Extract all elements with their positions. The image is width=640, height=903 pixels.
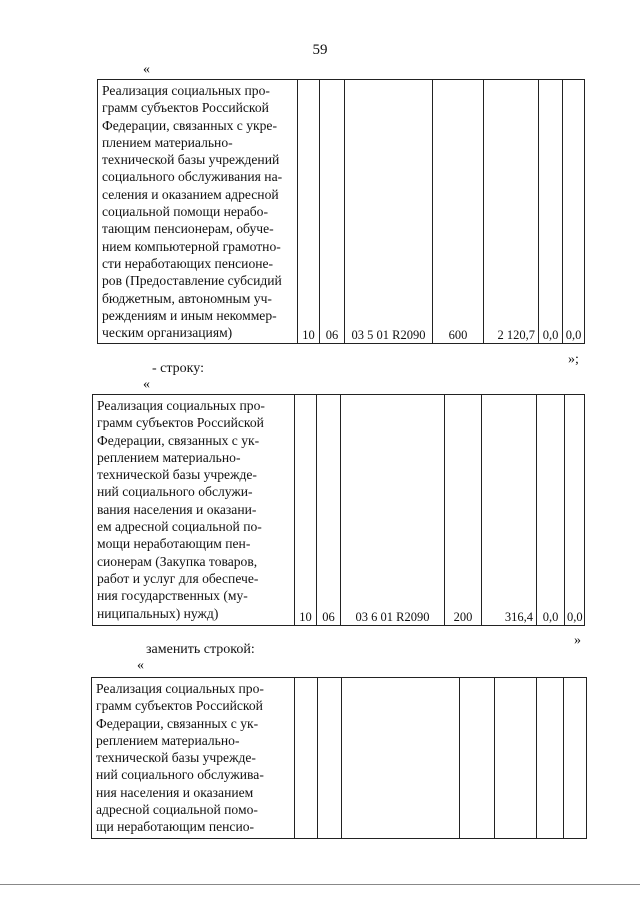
description-line: грамм субъектов Российской bbox=[102, 100, 269, 116]
description-line: Реализация социальных про- bbox=[102, 83, 270, 98]
description-line: селения и оказанием адресной bbox=[102, 186, 279, 202]
description-line: реплением материально- bbox=[97, 449, 241, 465]
expense-type-code bbox=[460, 678, 495, 839]
expense-type-code: 200 bbox=[445, 395, 482, 626]
description-line: грамм субъектов Российской bbox=[97, 415, 264, 431]
close-quote-1: »; bbox=[568, 352, 579, 367]
description-line: ний социального обслужи- bbox=[97, 484, 253, 500]
target-code: 03 5 01 R2090 bbox=[345, 80, 433, 344]
description-line: Реализация социальных про- bbox=[97, 398, 265, 413]
value-cell-2: 0,0 bbox=[565, 395, 585, 626]
description-line: ния государственных (му- bbox=[97, 588, 248, 604]
budget-table-1 bbox=[97, 79, 585, 344]
table-row bbox=[98, 80, 585, 344]
description-line: мощи неработающим пен- bbox=[97, 536, 251, 552]
open-quote-2: « bbox=[143, 377, 150, 392]
table-row bbox=[92, 678, 587, 839]
open-quote-1: « bbox=[143, 62, 150, 77]
value-cell-1 bbox=[537, 678, 564, 839]
value-cell-1: 0,0 bbox=[537, 395, 565, 626]
description-line: нием компьютерной грамотно- bbox=[102, 238, 281, 254]
section-code: 10 bbox=[298, 80, 320, 344]
target-code: 03 6 01 R2090 bbox=[341, 395, 445, 626]
amount-cell: 2 120,7 bbox=[484, 80, 539, 344]
row-description bbox=[98, 80, 298, 344]
budget-table-3 bbox=[91, 677, 587, 839]
description-line: ниципальных) нужд) bbox=[97, 605, 219, 621]
description-line: Федерации, связанных с ук- bbox=[96, 715, 259, 731]
description-line: сти неработающих пенсионе- bbox=[102, 255, 274, 271]
description-line: вания населения и оказани- bbox=[97, 501, 257, 517]
description-line: ем адресной социальной по- bbox=[97, 519, 262, 535]
open-quote-3: « bbox=[137, 658, 144, 673]
row-description bbox=[92, 678, 295, 839]
description-line: ров (Предоставление субсидий bbox=[102, 273, 282, 289]
description-line: сионерам (Закупка товаров, bbox=[97, 553, 258, 569]
expense-type-code: 600 bbox=[433, 80, 484, 344]
description-line: социального обслуживания на- bbox=[102, 169, 283, 185]
description-line: щи неработающим пенсио- bbox=[96, 819, 255, 835]
description-line: ний социального обслужива- bbox=[96, 767, 264, 783]
description-line: Федерации, связанных с ук- bbox=[97, 432, 260, 448]
bottom-rule bbox=[0, 884, 640, 885]
row-description bbox=[93, 395, 295, 626]
value-cell-1: 0,0 bbox=[539, 80, 563, 344]
subsection-code: 06 bbox=[320, 80, 345, 344]
description-line: реплением материально- bbox=[96, 732, 240, 748]
description-line: ческим организациям) bbox=[102, 325, 233, 341]
description-line: адресной социальной помо- bbox=[96, 802, 258, 818]
value-cell-2: 0,0 bbox=[563, 80, 585, 344]
description-line: реждениям и иным некоммер- bbox=[102, 307, 277, 323]
budget-table-2 bbox=[92, 394, 585, 626]
page-number: 59 bbox=[312, 42, 328, 58]
value-cell-2 bbox=[564, 678, 587, 839]
section-code: 10 bbox=[295, 395, 317, 626]
description-line: технической базы учреждений bbox=[102, 152, 280, 168]
description-line: работ и услуг для обеспече- bbox=[97, 570, 259, 586]
subsection-code bbox=[318, 678, 342, 839]
target-code bbox=[342, 678, 460, 839]
description-line: плением материально- bbox=[102, 134, 233, 150]
description-line: бюджетным, автономным уч- bbox=[102, 290, 272, 306]
amount-cell: 316,4 bbox=[482, 395, 537, 626]
description-line: ния населения и оказанием bbox=[96, 784, 254, 800]
description-line: Реализация социальных про- bbox=[96, 681, 264, 696]
description-line: технической базы учрежде- bbox=[97, 467, 257, 483]
label-replace: заменить строкой: bbox=[146, 642, 255, 657]
amount-cell bbox=[495, 678, 537, 839]
label-row: - строку: bbox=[152, 361, 204, 376]
description-line: грамм субъектов Российской bbox=[96, 698, 263, 714]
table-row bbox=[93, 395, 585, 626]
description-line: социальной помощи нерабо- bbox=[102, 204, 268, 220]
close-quote-2: » bbox=[574, 633, 581, 648]
description-line: тающим пенсионерам, обуче- bbox=[102, 221, 274, 237]
description-line: Федерации, связанных с укре- bbox=[102, 117, 277, 133]
section-code bbox=[295, 678, 318, 839]
description-line: технической базы учрежде- bbox=[96, 750, 256, 766]
subsection-code: 06 bbox=[317, 395, 341, 626]
